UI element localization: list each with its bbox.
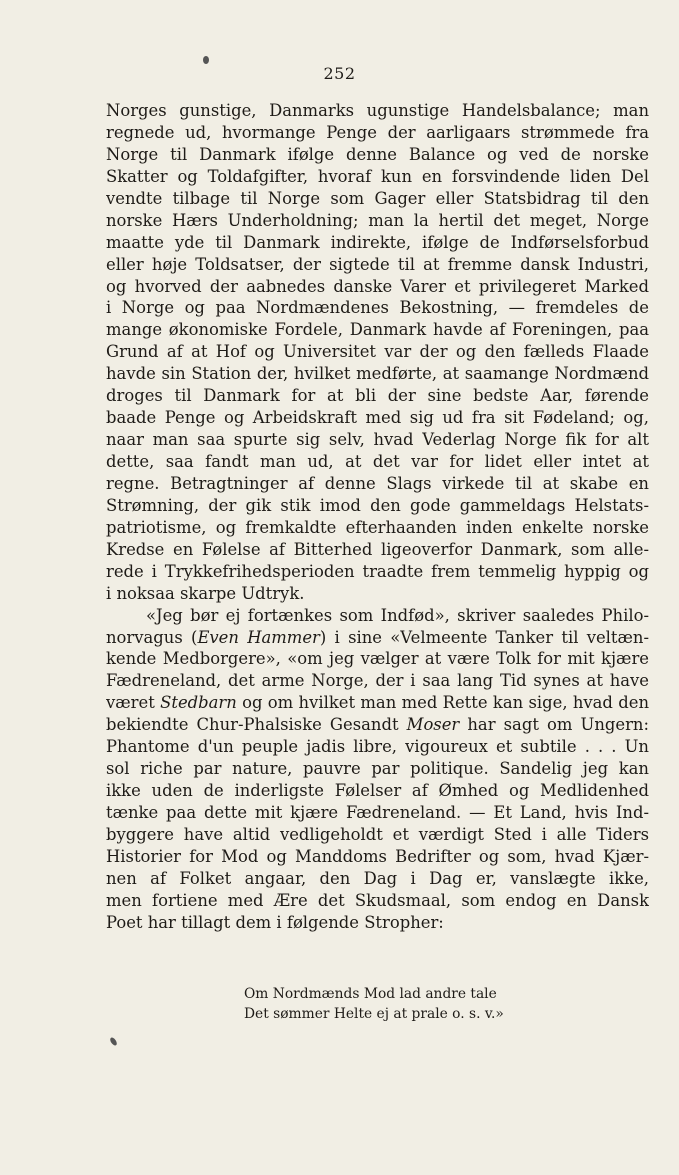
text-line: tænke paa dette mit kjære Fædreneland. — Et Land, hvis Ind-: [106, 803, 649, 822]
italic-word: Stedbarn: [160, 693, 237, 713]
text-line: mange økonomiske Fordele, Danmark havde af Foreningen, paa: [106, 320, 649, 340]
text-line: droges til Danmark for at bli der sine bedste Aar, førende: [106, 386, 649, 406]
paragraph-2: [106, 605, 649, 934]
italic-name: Moser: [406, 715, 460, 735]
text-line: kende Medborgere», «om jeg vælger at være Tolk for mit kjære: [106, 649, 649, 669]
ink-speck: [203, 56, 209, 64]
text-line: byggere have altid vedligeholdt et værdigt Sted i alle Tiders: [106, 824, 649, 844]
text-line: baade Penge og Arbeidskraft med sig ud fra sit Fødeland; og,: [106, 408, 649, 428]
italic-name: Even Hammer: [197, 627, 320, 647]
text-line: nen af Folket angaar, den Dag i Dag er, vanslægte ikke,: [106, 868, 649, 888]
text-line: Kredse en Følelse af Bitterhed ligeoverfor Danmark, som alle-: [106, 539, 649, 559]
text-line: patriotisme, og fremkaldte efterhaanden inden enkelte norske: [106, 517, 649, 537]
text-line: Grund af at Hof og Universitet var der og den fælleds Flaade: [106, 342, 649, 362]
text-line: i noksaa skarpe Udtryk.: [106, 583, 305, 603]
text-line: Skatter og Toldafgifter, hvoraf kun en forsvindende liden Del: [106, 166, 649, 186]
text-line: Norges gunstige, Danmarks ugunstige Handelsbalance; man: [106, 101, 649, 120]
text-line: bekiendte Chur-Phalsiske Gesandt Moser har sagt om Ungern:: [106, 715, 649, 735]
text-line: ikke uden de inderligste Følelser af Ømhed og Medlidenhed: [106, 781, 649, 801]
text-line: Historier for Mod og Manddoms Bedrifter og som, hvad Kjær-: [106, 846, 649, 866]
text-line: sol riche par nature, pauvre par politique. Sandelig jeg kan: [106, 759, 649, 779]
text-line: været Stedbarn og om hvilket man med Rette kan sige, hvad den: [106, 693, 649, 713]
text-line: Fædreneland, det arme Norge, der i saa lang Tid synes at have: [106, 671, 649, 691]
text-line: norvagus (Even Hammer) i sine «Velmeente Tanker til veltæn-: [106, 627, 649, 647]
verse-quote: [244, 984, 624, 1024]
text-line: rede i Trykkefrihedsperioden traadte frem temmelig hyppig og: [106, 561, 649, 581]
text-line: havde sin Station der, hvilket medførte, at saamange Nordmænd: [106, 364, 649, 384]
paragraph-1: [106, 100, 649, 605]
text-line: «Jeg bør ej fortænkes som Indfød», skriver saaledes Philo-: [146, 605, 649, 625]
text-line: Phantome d'un peuple jadis libre, vigoureux et subtile . . . Un: [106, 737, 649, 757]
text-line: Poet har tillagt dem i følgende Stropher:: [106, 912, 444, 932]
ink-speck: [109, 1036, 118, 1046]
text-line: naar man saa spurte sig selv, hvad Vederlag Norge fik for alt: [106, 430, 649, 450]
text-line: vendte tilbage til Norge som Gager eller Statsbidrag til den: [106, 188, 649, 208]
page-number: 252: [323, 64, 356, 83]
text-line: regnede ud, hvormange Penge der aarligaars strømmede fra: [106, 122, 649, 142]
text-line: maatte yde til Danmark indirekte, ifølge de Indførselsforbud: [106, 232, 649, 252]
verse-line: Om Nordmænds Mod lad andre tale: [244, 986, 497, 1002]
text-line: men fortiene med Ære det Skudsmaal, som endog en Dansk: [106, 890, 649, 910]
text-line: Norge til Danmark ifølge denne Balance og ved de norske: [106, 144, 649, 164]
text-line: dette, saa fandt man ud, at det var for lidet eller intet at: [106, 452, 649, 471]
main-text: [106, 100, 649, 934]
text-line: regne. Betragtninger af denne Slags virkede til at skabe en: [106, 473, 649, 493]
verse-line: Det sømmer Helte ej at prale o. s. v.»: [244, 1006, 504, 1022]
text-line: og hvorved der aabnedes danske Varer et privilegeret Marked: [106, 276, 649, 296]
text-line: i Norge og paa Nordmændenes Bekostning, — fremdeles de: [106, 298, 649, 318]
text-line: norske Hærs Underholdning; man la hertil det meget, Norge: [106, 210, 649, 230]
text-line: eller høje Toldsatser, der sigtede til at fremme dansk Industri,: [106, 254, 649, 274]
text-line: Strømning, der gik stik imod den gode gammeldags Helstats-: [106, 495, 649, 515]
